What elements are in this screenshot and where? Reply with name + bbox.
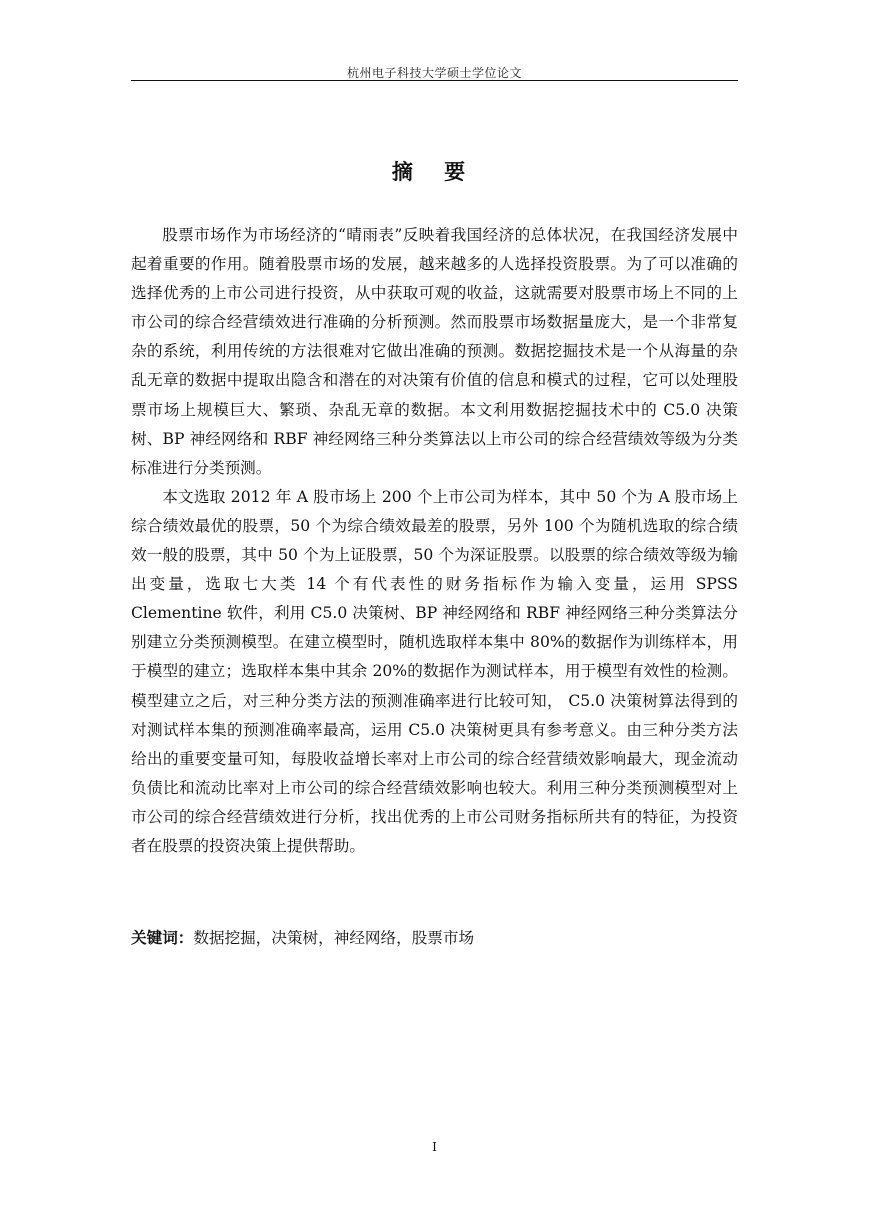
keywords-line [131, 924, 738, 953]
running-header: 杭州电子科技大学硕士学位论文 [346, 66, 522, 80]
header-rule [131, 80, 738, 81]
abstract-paragraph-1: 股票市场作为市场经济的“晴雨表”反映着我国经济的总体状况，在我国经济发展中起着重要的作用。随着股票市场的发展，越来越多的人选择投资股票。为了可以准确的选择优秀的上市公司进行投资，从中获取可观的收益，这就需要对股票市场上不同的上市公司的综合经营绩效进行准确的分析预测。然而股票市场数据量庞大，是一个非常复杂的系统，利用传统的方法很难对它做出准确的预测。数据挖掘技术是一个从海量的杂乱无章的数据中提取出隐含和潜在的对决策有价值的信息和模式的过程，它可以处理股票市场上规模巨大、繁琐、杂乱无章的数据。本文利用数据挖掘技术中的 C5.0 决策树、BP 神经网络和 RBF 神经网络三种分类算法以上市公司的综合经营绩效等级为分类标准进行分类预测。 [131, 226, 738, 477]
keywords-text: 数据挖掘，决策树，神经网络，股票市场 [193, 929, 475, 947]
abstract-body [131, 221, 738, 861]
page-number: I [432, 1140, 437, 1154]
keywords-label: 关键词： [131, 929, 194, 947]
abstract-title: 摘 要 [391, 160, 478, 184]
abstract-paragraph-2: 本文选取 2012 年 A 股市场上 200 个上市公司为样本，其中 50 个为 A 股市场上综合绩效最优的股票，50 个为综合绩效最差的股票，另外 100 个为随机选取的综合绩效一般的股票，其中 50 个为上证股票，50 个为深证股票。以股票的综合绩效等级为输出变量，选取七大类 14 个有代表性的财务指标作为输入变量，运用 SPSS Clementine 软件，利用 C5.0 决策树、BP 神经网络和 RBF 神经网络三种分类算法分别建立分类预测模型。在建立模型时，随机选取样本集中 80%的数据作为训练样本，用于模型的建立；选取样本集中其余 20%的数据作为测试样本，用于模型有效性的检测。模型建立之后，对三种分类方法的预测准确率进行比较可知， C5.0 决策树算法得到的对测试样本集的预测准确率最高，运用 C5.0 决策树更具有参考意义。由三种分类方法给出的重要变量可知，每股收益增长率对上市公司的综合经营绩效影响最大，现金流动负债比和流动比率对上市公司的综合经营绩效影响也较大。利用三种分类预测模型对上市公司的综合经营绩效进行分析，找出优秀的上市公司财务指标所共有的特征，为投资者在股票的投资决策上提供帮助。 [131, 487, 738, 855]
